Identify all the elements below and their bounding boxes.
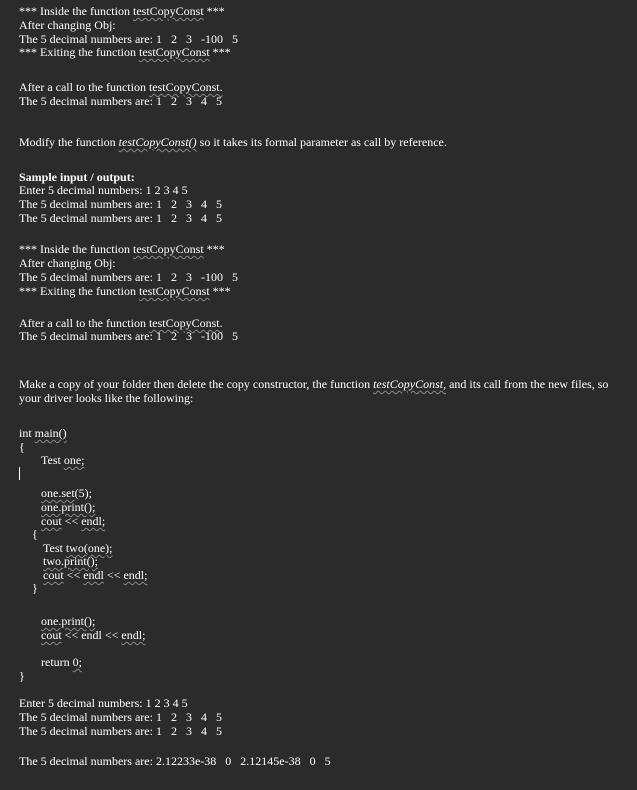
code-l14b: 0;: [72, 655, 82, 669]
code-l10d: <<: [103, 568, 124, 582]
sample-heading: Sample input / output:: [19, 170, 135, 184]
block4-line1: [19, 316, 223, 330]
block3-line4-text: *** Exiting the function: [19, 284, 139, 298]
code-l3a: Test: [41, 453, 64, 467]
block3-line1-text: *** Inside the function: [19, 242, 133, 256]
code-line-print2: two.print();: [43, 554, 98, 568]
block2-line1-text: After a call to the function: [19, 80, 149, 94]
code-l13c: endl;: [121, 628, 146, 642]
code-line-print1: one.print();: [41, 500, 96, 514]
code-line-test-one: [41, 453, 85, 467]
sample-line3: The 5 decimal numbers are: 1 2 3 4 5: [19, 211, 222, 225]
instruction1: [19, 135, 447, 149]
block3-line4-end: ***: [209, 284, 231, 298]
block1-line1: [19, 4, 225, 18]
block2-line1: [19, 80, 223, 94]
code-line-cout3: [41, 628, 145, 642]
block3-line1: [19, 242, 225, 256]
code-line-test-two: [43, 541, 112, 555]
block1-line2: After changing Obj:: [19, 18, 116, 32]
instruction2: [19, 377, 619, 405]
code-l10c: endl: [83, 568, 104, 582]
code-l6b: <<: [61, 514, 82, 528]
code-l4a: one.set: [41, 486, 75, 500]
code-line-open: {: [19, 440, 25, 454]
code-l10b: <<: [63, 568, 84, 582]
sample-line1: Enter 5 decimal numbers: 1 2 3 4 5: [19, 183, 188, 197]
code-l13b: << endl <<: [61, 628, 122, 642]
code-line-inner-open: {: [32, 527, 38, 541]
block1-line4-text: *** Exiting the function: [19, 45, 139, 59]
code-line-print3: one.print();: [41, 614, 96, 628]
code-l10e: endl;: [123, 568, 148, 582]
code-l8a: Test: [43, 541, 66, 555]
block4-line1-text: After a call to the function: [19, 316, 149, 330]
block4-line1-fn: testCopyConst.: [148, 316, 223, 330]
code-l6a: cout: [41, 514, 62, 528]
block2-line1-fn: testCopyConst.: [148, 80, 223, 94]
block3-line2: After changing Obj:: [19, 256, 116, 270]
block3-line1-end: ***: [203, 242, 225, 256]
instruction2-post: and its call from the new files, so your driver looks like the following:: [19, 377, 609, 405]
code-l13a: cout: [41, 628, 62, 642]
block1-line1-text: *** Inside the function: [19, 4, 133, 18]
instruction1-pre: Modify the function: [19, 135, 119, 149]
output-line4: The 5 decimal numbers are: 2.12233e-38 0 2.12145e-38 0 5: [19, 754, 331, 768]
output-line2: The 5 decimal numbers are: 1 2 3 4 5: [19, 710, 222, 724]
output-line3: The 5 decimal numbers are: 1 2 3 4 5: [19, 724, 222, 738]
instruction1-fn: testCopyConst(): [118, 135, 197, 149]
code-l14a: return: [41, 655, 73, 669]
block1-line4-end: ***: [209, 45, 231, 59]
block2-line2: The 5 decimal numbers are: 1 2 3 4 5: [19, 94, 222, 108]
code-line-return: [41, 655, 82, 669]
code-l1a: int: [19, 426, 35, 440]
block3-line4-fn: testCopyConst: [138, 284, 210, 298]
block4-line2: The 5 decimal numbers are: 1 2 3 -100 5: [19, 329, 238, 343]
code-line-set: [41, 486, 92, 500]
code-l1b: main(): [34, 426, 67, 440]
code-l10a: cout: [43, 568, 64, 582]
block3-line4: [19, 284, 231, 298]
block1-line3: The 5 decimal numbers are: 1 2 3 -100 5: [19, 32, 238, 46]
block1-line4: [19, 45, 231, 59]
code-line-close: }: [19, 669, 25, 683]
text-cursor: [19, 467, 20, 480]
instruction2-pre: Make a copy of your folder then delete the copy constructor, the function: [19, 377, 374, 391]
code-l6c: endl;: [81, 514, 106, 528]
code-l4b: (5);: [74, 486, 92, 500]
code-l3b: one;: [63, 453, 85, 467]
code-line-cout2: [43, 568, 147, 582]
code-l8b: two(one);: [65, 541, 113, 555]
block3-line1-fn: testCopyConst: [132, 242, 204, 256]
block1-line1-fn: testCopyConst: [132, 4, 204, 18]
code-line-cout1: [41, 514, 105, 528]
instruction1-post: so it takes its formal parameter as call by reference.: [196, 135, 447, 149]
sample-line2: The 5 decimal numbers are: 1 2 3 4 5: [19, 197, 222, 211]
code-line-main: [19, 426, 67, 440]
code-line-inner-close: }: [32, 581, 38, 595]
block1-line4-fn: testCopyConst: [138, 45, 210, 59]
block3-line3: The 5 decimal numbers are: 1 2 3 -100 5: [19, 270, 238, 284]
instruction2-fn: testCopyConst,: [373, 377, 447, 391]
block1-line1-end: ***: [203, 4, 225, 18]
output-line1: Enter 5 decimal numbers: 1 2 3 4 5: [19, 696, 188, 710]
